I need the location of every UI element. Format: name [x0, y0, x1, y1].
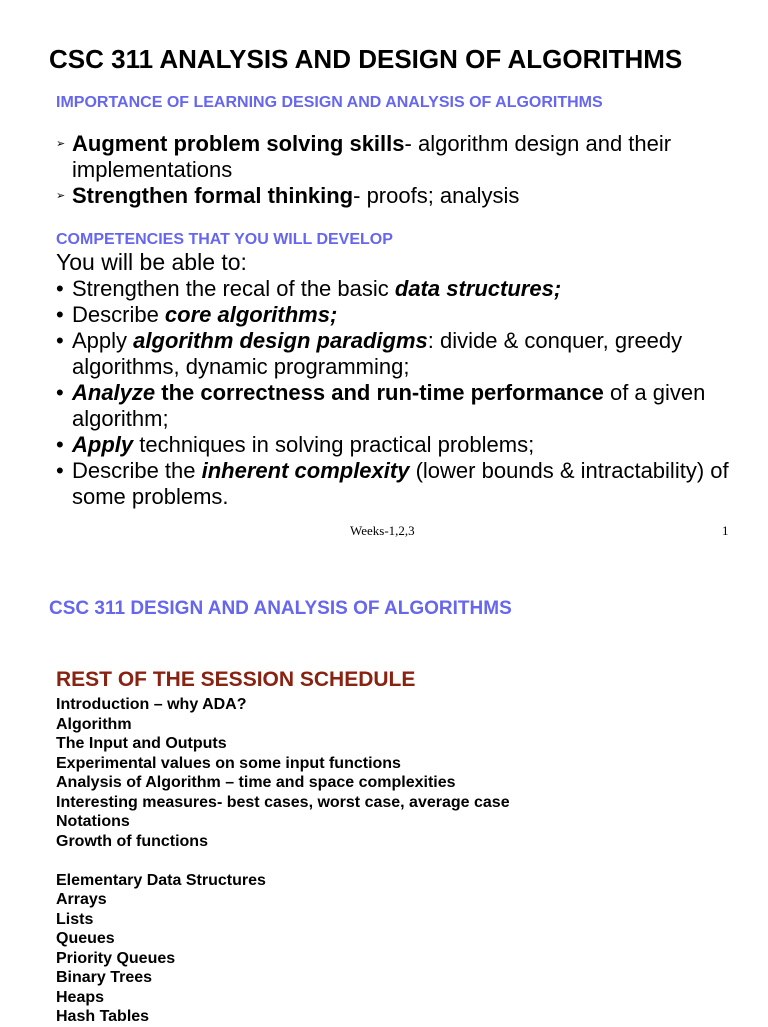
schedule-item: Introduction – why ADA? — [56, 696, 247, 713]
page-number: 1 — [722, 523, 729, 538]
competency-emphasis: algorithm design paradigms — [133, 328, 428, 353]
schedule-item: Heaps — [56, 988, 105, 1006]
schedule-item: Analysis of Algorithm – time and space complexities — [56, 774, 456, 791]
schedule-spacer — [56, 851, 510, 871]
importance-list — [56, 131, 746, 209]
competency-bold: the correctness and run-time performance — [155, 380, 604, 405]
bullet-icon: • — [56, 458, 64, 483]
bullet-icon: • — [56, 276, 64, 301]
slide-1-title: CSC 311 ANALYSIS AND DESIGN OF ALGORITHMS — [49, 44, 683, 74]
arrow-bullet-icon: ➢ — [56, 190, 66, 202]
competency-text: Apply — [72, 328, 134, 353]
schedule-item: Priority Queues — [56, 949, 176, 967]
competency-item — [56, 458, 736, 510]
schedule-heading: REST OF THE SESSION SCHEDULE — [56, 668, 416, 691]
arrow-bullet-icon: ➢ — [56, 138, 66, 150]
schedule-item: Lists — [56, 910, 94, 928]
competencies-list — [56, 276, 736, 510]
bullet-icon: • — [56, 432, 64, 457]
schedule-item: Algorithm — [56, 715, 132, 733]
slide-footer: Weeks-1,2,3 — [350, 523, 415, 538]
competency-text: of a given algorithm; — [72, 380, 706, 431]
schedule-item: Hash Tables — [56, 1008, 150, 1025]
importance-item-bold: Strengthen formal thinking — [72, 183, 354, 208]
bullet-icon: • — [56, 302, 64, 327]
competency-item — [56, 302, 736, 328]
competency-item — [56, 328, 736, 380]
schedule-item: The Input and Outputs — [56, 735, 227, 752]
schedule-item: Notations — [56, 813, 130, 830]
bullet-icon: • — [56, 380, 64, 405]
importance-item-bold: Augment problem solving skills — [72, 131, 405, 156]
competency-text: Describe — [72, 302, 165, 327]
competency-emphasis: core algorithms; — [164, 302, 338, 327]
schedule-item: Growth of functions — [56, 832, 208, 850]
competencies-intro: You will be able to: — [56, 249, 247, 275]
schedule-item: Interesting measures- best cases, worst case, average case — [56, 793, 510, 811]
slide-2-title: CSC 311 DESIGN AND ANALYSIS OF ALGORITHMS — [49, 598, 512, 619]
competency-item — [56, 380, 736, 432]
competency-emphasis: Apply — [72, 432, 134, 457]
competency-emphasis: inherent complexity — [201, 458, 410, 483]
competency-text: (lower bounds & intractability) of some problems. — [72, 458, 729, 509]
competency-text: Describe the — [72, 458, 202, 483]
competency-item — [56, 432, 736, 458]
importance-item — [56, 183, 746, 209]
importance-item-text: - proofs; analysis — [353, 183, 520, 208]
schedule-list — [56, 695, 510, 1027]
schedule-item: Elementary Data Structures — [56, 871, 266, 889]
competency-text: techniques in solving practical problems; — [133, 432, 535, 457]
importance-item-text: - algorithm design and their implementations — [72, 131, 672, 182]
schedule-item: Arrays — [56, 891, 107, 908]
schedule-item: Queues — [56, 930, 115, 947]
importance-heading: IMPORTANCE OF LEARNING DESIGN AND ANALYSIS OF ALGORITHMS — [56, 94, 603, 111]
schedule-item: Binary Trees — [56, 969, 153, 986]
competency-emphasis: Analyze — [72, 380, 156, 405]
bullet-icon: • — [56, 328, 64, 353]
schedule-item: Experimental values on some input functions — [56, 754, 401, 772]
competency-text: : divide & conquer, greedy algorithms, dynamic programming; — [72, 328, 683, 379]
competencies-heading: COMPETENCIES THAT YOU WILL DEVELOP — [56, 231, 393, 248]
competency-text: Strengthen the recal of the basic — [72, 276, 395, 301]
competency-emphasis: data structures; — [394, 276, 562, 301]
importance-item — [56, 131, 746, 183]
competency-item — [56, 276, 736, 302]
